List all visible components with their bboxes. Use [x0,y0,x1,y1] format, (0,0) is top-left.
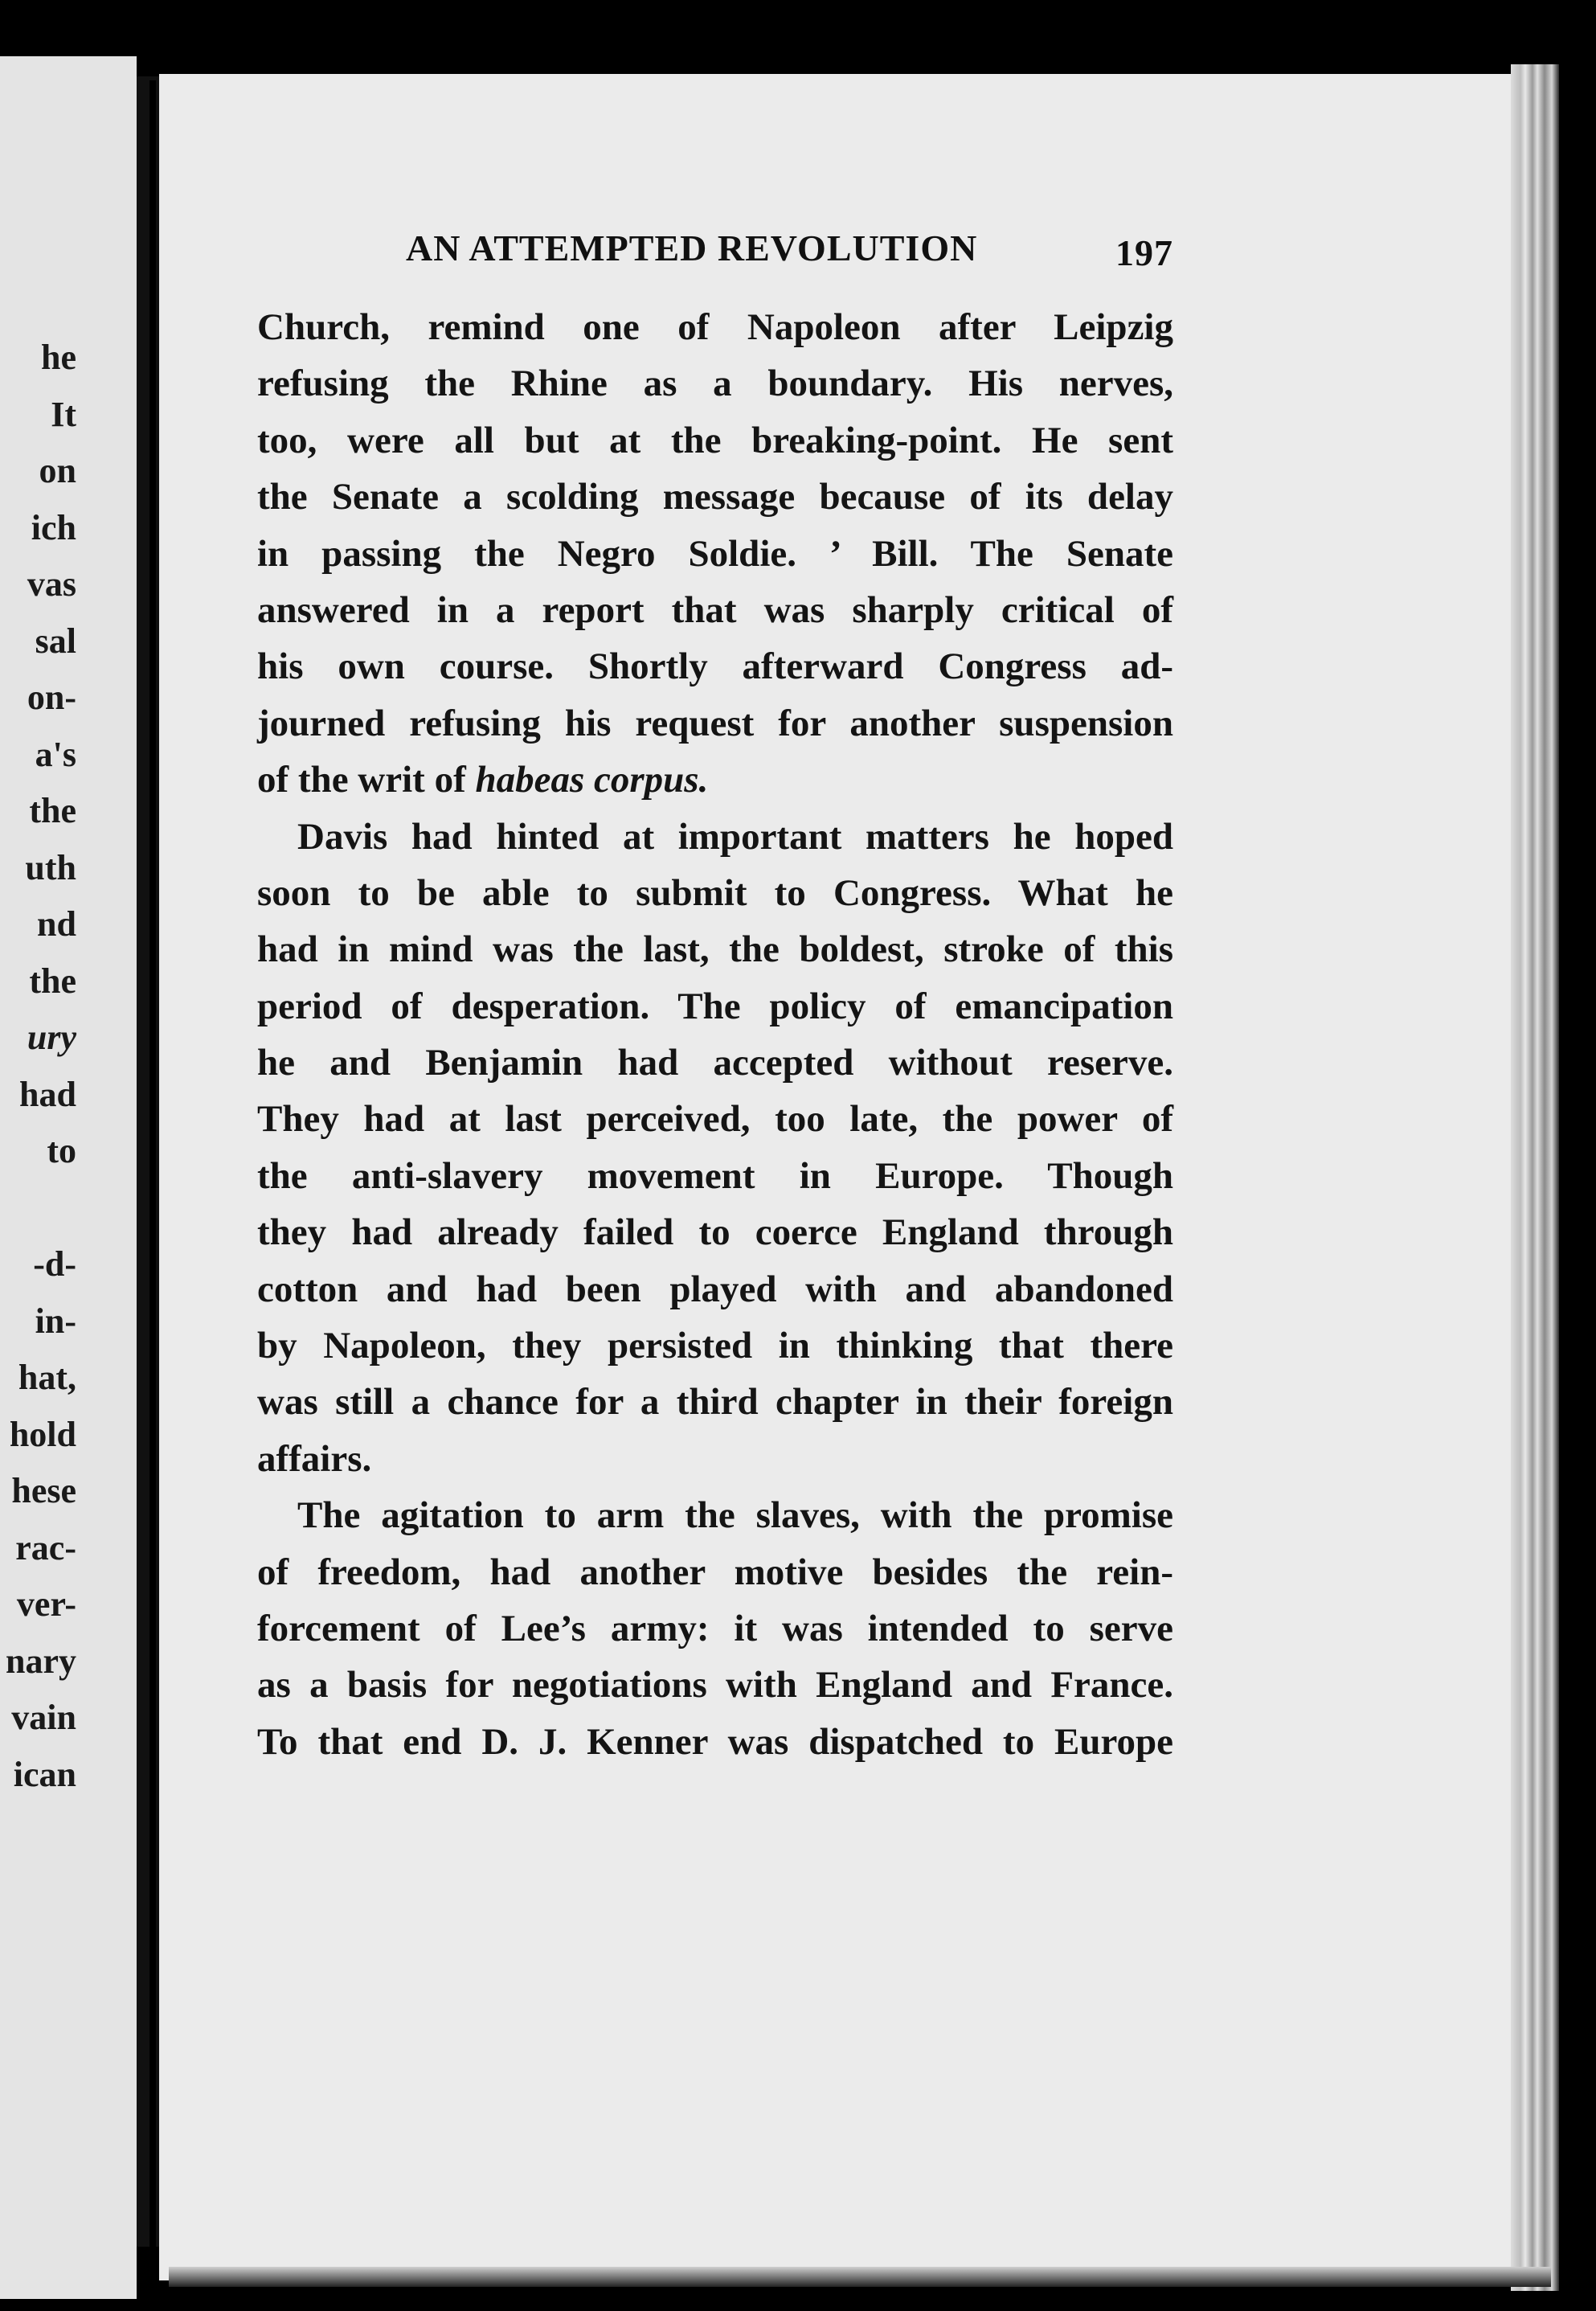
left-page-fragment: the [29,791,76,830]
text-line: too, were all but at the breaking-point. He sent [257,419,1173,461]
text-line: the anti-slavery movement in Europe. Though [257,1154,1173,1197]
left-facing-page [0,56,137,2299]
left-page-fragment: on- [27,678,76,717]
text-line: They had at last perceived, too late, the power of [257,1098,1173,1141]
text-line: they had already failed to coerce England through [257,1211,1173,1254]
left-page-fragment: rac- [15,1527,76,1567]
body-text [257,299,1173,1770]
left-page-fragment: sal [35,621,76,661]
text-line: Church, remind one of Napoleon after Leipzig [257,306,1173,348]
text-line: by Napoleon, they persisted in thinking that there [257,1325,1173,1367]
left-page-fragment: -d- [33,1244,76,1284]
text-line: To that end D. J. Kenner was dispatched to Europe [257,1720,1173,1763]
text-line: The agitation to arm the slaves, with the promise [297,1494,1173,1537]
page-bottom-edge [169,2267,1551,2287]
left-page-fragment: hold [9,1414,76,1454]
text-line [257,752,1173,808]
left-page-fragment: hese [11,1471,76,1510]
text-line: forcement of Lee’s army: it was intended to serve [257,1607,1173,1649]
left-page-fragment: vain [11,1698,76,1737]
text-line: as a basis for negotiations with England and France. [257,1664,1173,1707]
left-page-fragment: It [51,394,76,434]
page-header [406,227,1173,275]
left-page-fragment: nd [37,904,76,944]
italic-text: habeas corpus. [475,759,709,801]
text-line: soon to be able to submit to Congress. What he [257,871,1173,914]
left-page-fragment: nary [6,1641,76,1681]
left-page-fragment: he [41,338,76,377]
running-head: AN ATTEMPTED REVOLUTION [406,227,978,268]
left-page-fragment: ican [13,1754,76,1794]
text-line: was still a chance for a third chapter in their foreign [257,1381,1173,1424]
left-page-fragment: to [47,1131,76,1170]
text-line: he and Benjamin had accepted without reserve. [257,1042,1173,1084]
left-page-fragment: the [29,961,76,1001]
left-page-fragment: vas [27,564,76,604]
left-page-fragment: on [39,451,76,490]
text-line: period of desperation. The policy of emancipation [257,985,1173,1027]
text-line: his own course. Shortly afterward Congress ad- [257,645,1173,688]
page-edges [1511,64,1559,2291]
left-page-fragment: ver- [16,1584,76,1624]
left-page-fragment: uth [25,847,76,887]
text-line: journed refusing his request for another suspension [257,702,1173,744]
left-page-fragment [6,1180,76,1237]
gutter-shadow [149,80,156,2267]
text-line: Davis had hinted at important matters he hoped [297,815,1173,858]
left-page-fragment: in- [35,1301,76,1341]
text-line: cotton and had been played with and abandoned [257,1268,1173,1310]
text-run: of the writ of [257,759,476,801]
left-page-fragment: hat, [18,1358,76,1397]
left-page-fragment: a's [35,734,76,774]
text-line: affairs. [257,1437,372,1480]
left-page-fragment: ury [27,1018,76,1057]
text-line: refusing the Rhine as a boundary. His nerves, [257,363,1173,405]
left-page-fragment: had [19,1074,76,1114]
text-line: had in mind was the last, the boldest, stroke of this [257,928,1173,971]
text-line: in passing the Negro Soldie. ’ Bill. The Senate [257,532,1173,575]
text-line: the Senate a scolding message because of its delay [257,476,1173,518]
text-line: of freedom, had another motive besides the rein- [257,1551,1173,1593]
page-number: 197 [1115,232,1173,273]
left-page-text [6,330,76,1803]
left-page-fragment: ich [31,507,76,547]
text-line: answered in a report that was sharply critical of [257,588,1173,631]
